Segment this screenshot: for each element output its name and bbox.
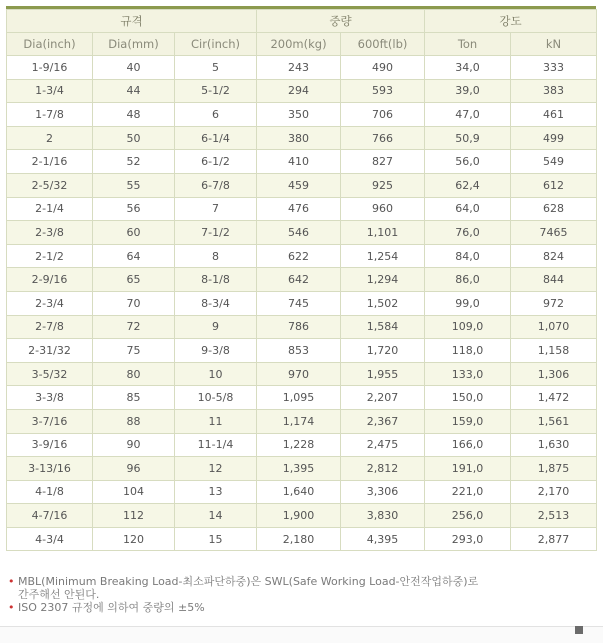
cell-dia-inch: 3-5/32 xyxy=(7,362,93,386)
cell-cir-inch: 6-7/8 xyxy=(175,173,257,197)
cell-cir-inch: 9 xyxy=(175,315,257,339)
col-200m-kg: 200m(kg) xyxy=(257,33,341,56)
cell-dia-inch: 3-9/16 xyxy=(7,433,93,457)
cell-dia-inch: 2-1/16 xyxy=(7,150,93,174)
cell-dia-inch: 1-7/8 xyxy=(7,103,93,127)
cell-cir-inch: 6-1/4 xyxy=(175,126,257,150)
table-row xyxy=(7,527,597,551)
cell-weight-kg: 1,228 xyxy=(257,433,341,457)
cell-weight-kg: 350 xyxy=(257,103,341,127)
group-strength: 강도 xyxy=(425,10,597,33)
cell-cir-inch: 10 xyxy=(175,362,257,386)
cell-cir-inch: 9-3/8 xyxy=(175,339,257,363)
cell-strength-ton: 256,0 xyxy=(425,504,511,528)
note-text-mbl: MBL(Minimum Breaking Load-최소파단하중)은 SWL(Safe Working Load-안전작업하중)로 간주해선 안된다. xyxy=(18,575,479,601)
cell-strength-kn: 2,877 xyxy=(511,527,597,551)
cell-strength-ton: 191,0 xyxy=(425,457,511,481)
cell-cir-inch: 5 xyxy=(175,56,257,80)
cell-weight-lb: 1,955 xyxy=(341,362,425,386)
cell-weight-lb: 490 xyxy=(341,56,425,80)
cell-weight-kg: 1,095 xyxy=(257,386,341,410)
table-row xyxy=(7,244,597,268)
cell-strength-ton: 86,0 xyxy=(425,268,511,292)
cell-dia-mm: 55 xyxy=(93,173,175,197)
cell-strength-ton: 76,0 xyxy=(425,221,511,245)
cell-cir-inch: 10-5/8 xyxy=(175,386,257,410)
cell-dia-mm: 112 xyxy=(93,504,175,528)
cell-cir-inch: 12 xyxy=(175,457,257,481)
cell-cir-inch: 8-1/8 xyxy=(175,268,257,292)
cell-weight-kg: 642 xyxy=(257,268,341,292)
table-row xyxy=(7,268,597,292)
cell-dia-inch: 2-1/2 xyxy=(7,244,93,268)
horizontal-scrollbar[interactable] xyxy=(0,626,603,643)
col-cir-inch: Cir(inch) xyxy=(175,33,257,56)
cell-dia-inch: 2-5/32 xyxy=(7,173,93,197)
notes xyxy=(8,575,568,614)
cell-dia-mm: 64 xyxy=(93,244,175,268)
cell-strength-ton: 150,0 xyxy=(425,386,511,410)
cell-dia-mm: 56 xyxy=(93,197,175,221)
cell-strength-kn: 1,070 xyxy=(511,315,597,339)
cell-weight-kg: 2,180 xyxy=(257,527,341,551)
cell-cir-inch: 15 xyxy=(175,527,257,551)
cell-dia-mm: 85 xyxy=(93,386,175,410)
table-row xyxy=(7,56,597,80)
cell-cir-inch: 14 xyxy=(175,504,257,528)
cell-weight-lb: 827 xyxy=(341,150,425,174)
spec-table-container xyxy=(6,6,596,551)
table-row xyxy=(7,362,597,386)
cell-dia-mm: 80 xyxy=(93,362,175,386)
cell-strength-ton: 64,0 xyxy=(425,197,511,221)
table-row xyxy=(7,339,597,363)
table-row xyxy=(7,457,597,481)
table-row xyxy=(7,79,597,103)
cell-strength-ton: 166,0 xyxy=(425,433,511,457)
cell-dia-mm: 60 xyxy=(93,221,175,245)
cell-dia-mm: 96 xyxy=(93,457,175,481)
cell-dia-mm: 44 xyxy=(93,79,175,103)
cell-weight-kg: 853 xyxy=(257,339,341,363)
cell-cir-inch: 11 xyxy=(175,409,257,433)
cell-weight-lb: 2,367 xyxy=(341,409,425,433)
cell-strength-kn: 1,158 xyxy=(511,339,597,363)
header-group-row xyxy=(7,10,597,33)
col-dia-inch: Dia(inch) xyxy=(7,33,93,56)
note-text-iso: ISO 2307 규정에 의하여 중량의 ±5% xyxy=(18,601,205,614)
cell-weight-lb: 1,294 xyxy=(341,268,425,292)
bullet-icon: • xyxy=(8,575,15,588)
table-row xyxy=(7,315,597,339)
cell-strength-kn: 461 xyxy=(511,103,597,127)
cell-weight-kg: 546 xyxy=(257,221,341,245)
cell-strength-kn: 1,630 xyxy=(511,433,597,457)
cell-dia-inch: 1-3/4 xyxy=(7,79,93,103)
cell-dia-inch: 2-1/4 xyxy=(7,197,93,221)
cell-weight-kg: 380 xyxy=(257,126,341,150)
cell-dia-mm: 90 xyxy=(93,433,175,457)
cell-strength-kn: 1,561 xyxy=(511,409,597,433)
cell-dia-inch: 2 xyxy=(7,126,93,150)
note-item xyxy=(8,575,568,601)
cell-dia-mm: 72 xyxy=(93,315,175,339)
table-body xyxy=(7,56,597,551)
cell-strength-kn: 499 xyxy=(511,126,597,150)
cell-strength-ton: 50,9 xyxy=(425,126,511,150)
cell-dia-inch: 2-3/4 xyxy=(7,291,93,315)
cell-strength-kn: 383 xyxy=(511,79,597,103)
cell-dia-mm: 40 xyxy=(93,56,175,80)
cell-weight-lb: 2,207 xyxy=(341,386,425,410)
cell-dia-mm: 104 xyxy=(93,480,175,504)
cell-cir-inch: 13 xyxy=(175,480,257,504)
cell-strength-kn: 844 xyxy=(511,268,597,292)
cell-strength-kn: 1,306 xyxy=(511,362,597,386)
table-row xyxy=(7,150,597,174)
cell-weight-lb: 960 xyxy=(341,197,425,221)
table-row xyxy=(7,173,597,197)
cell-strength-ton: 39,0 xyxy=(425,79,511,103)
table-row xyxy=(7,126,597,150)
cell-weight-kg: 476 xyxy=(257,197,341,221)
cell-dia-inch: 4-7/16 xyxy=(7,504,93,528)
cell-dia-mm: 88 xyxy=(93,409,175,433)
spec-table xyxy=(6,9,597,551)
cell-dia-inch: 3-3/8 xyxy=(7,386,93,410)
cell-strength-ton: 221,0 xyxy=(425,480,511,504)
cell-weight-kg: 410 xyxy=(257,150,341,174)
header-column-row xyxy=(7,33,597,56)
cell-strength-ton: 293,0 xyxy=(425,527,511,551)
table-row xyxy=(7,103,597,127)
cell-strength-kn: 7465 xyxy=(511,221,597,245)
cell-weight-lb: 766 xyxy=(341,126,425,150)
cell-dia-inch: 3-7/16 xyxy=(7,409,93,433)
cell-cir-inch: 11-1/4 xyxy=(175,433,257,457)
table-row xyxy=(7,221,597,245)
cell-weight-lb: 925 xyxy=(341,173,425,197)
cell-weight-kg: 1,395 xyxy=(257,457,341,481)
cell-strength-ton: 62,4 xyxy=(425,173,511,197)
cell-strength-kn: 612 xyxy=(511,173,597,197)
cell-weight-lb: 1,584 xyxy=(341,315,425,339)
cell-strength-kn: 972 xyxy=(511,291,597,315)
cell-dia-inch: 4-3/4 xyxy=(7,527,93,551)
table-row xyxy=(7,504,597,528)
cell-dia-inch: 2-7/8 xyxy=(7,315,93,339)
cell-weight-kg: 1,900 xyxy=(257,504,341,528)
group-weight: 중량 xyxy=(257,10,425,33)
cell-weight-kg: 622 xyxy=(257,244,341,268)
cell-cir-inch: 7 xyxy=(175,197,257,221)
cell-strength-kn: 2,513 xyxy=(511,504,597,528)
cell-dia-mm: 75 xyxy=(93,339,175,363)
cell-cir-inch: 8-3/4 xyxy=(175,291,257,315)
cell-weight-lb: 1,101 xyxy=(341,221,425,245)
cell-dia-mm: 65 xyxy=(93,268,175,292)
cell-dia-mm: 48 xyxy=(93,103,175,127)
cell-strength-kn: 549 xyxy=(511,150,597,174)
cell-weight-kg: 1,174 xyxy=(257,409,341,433)
cell-weight-kg: 1,640 xyxy=(257,480,341,504)
table-row xyxy=(7,433,597,457)
cell-dia-mm: 70 xyxy=(93,291,175,315)
cell-weight-kg: 294 xyxy=(257,79,341,103)
table-row xyxy=(7,409,597,433)
cell-strength-ton: 133,0 xyxy=(425,362,511,386)
bullet-icon: • xyxy=(8,601,15,614)
cell-dia-inch: 2-9/16 xyxy=(7,268,93,292)
cell-weight-kg: 243 xyxy=(257,56,341,80)
table-row xyxy=(7,480,597,504)
cell-cir-inch: 6 xyxy=(175,103,257,127)
cell-strength-kn: 628 xyxy=(511,197,597,221)
cell-dia-mm: 50 xyxy=(93,126,175,150)
cell-strength-ton: 99,0 xyxy=(425,291,511,315)
cell-strength-ton: 109,0 xyxy=(425,315,511,339)
cell-weight-lb: 4,395 xyxy=(341,527,425,551)
cell-strength-kn: 1,472 xyxy=(511,386,597,410)
cell-weight-lb: 706 xyxy=(341,103,425,127)
cell-dia-inch: 4-1/8 xyxy=(7,480,93,504)
cell-weight-lb: 593 xyxy=(341,79,425,103)
cell-weight-lb: 3,306 xyxy=(341,480,425,504)
table-row xyxy=(7,291,597,315)
cell-dia-inch: 2-31/32 xyxy=(7,339,93,363)
cell-dia-inch: 3-13/16 xyxy=(7,457,93,481)
cell-weight-lb: 1,502 xyxy=(341,291,425,315)
cell-weight-kg: 459 xyxy=(257,173,341,197)
cell-weight-lb: 1,254 xyxy=(341,244,425,268)
table-row xyxy=(7,386,597,410)
cell-dia-mm: 52 xyxy=(93,150,175,174)
group-spec: 규격 xyxy=(7,10,257,33)
cell-strength-kn: 333 xyxy=(511,56,597,80)
scroll-corner xyxy=(575,626,583,634)
cell-weight-lb: 2,812 xyxy=(341,457,425,481)
note-item xyxy=(8,601,568,614)
cell-weight-kg: 786 xyxy=(257,315,341,339)
table-row xyxy=(7,197,597,221)
cell-strength-kn: 824 xyxy=(511,244,597,268)
cell-cir-inch: 5-1/2 xyxy=(175,79,257,103)
cell-cir-inch: 7-1/2 xyxy=(175,221,257,245)
col-ton: Ton xyxy=(425,33,511,56)
cell-weight-lb: 2,475 xyxy=(341,433,425,457)
cell-strength-ton: 118,0 xyxy=(425,339,511,363)
cell-strength-ton: 34,0 xyxy=(425,56,511,80)
cell-strength-kn: 2,170 xyxy=(511,480,597,504)
cell-cir-inch: 6-1/2 xyxy=(175,150,257,174)
col-600ft-lb: 600ft(lb) xyxy=(341,33,425,56)
cell-strength-ton: 56,0 xyxy=(425,150,511,174)
cell-dia-inch: 2-3/8 xyxy=(7,221,93,245)
col-kn: kN xyxy=(511,33,597,56)
cell-weight-kg: 970 xyxy=(257,362,341,386)
cell-weight-lb: 3,830 xyxy=(341,504,425,528)
cell-weight-lb: 1,720 xyxy=(341,339,425,363)
cell-cir-inch: 8 xyxy=(175,244,257,268)
cell-strength-ton: 159,0 xyxy=(425,409,511,433)
cell-dia-mm: 120 xyxy=(93,527,175,551)
cell-strength-ton: 47,0 xyxy=(425,103,511,127)
cell-strength-ton: 84,0 xyxy=(425,244,511,268)
cell-strength-kn: 1,875 xyxy=(511,457,597,481)
col-dia-mm: Dia(mm) xyxy=(93,33,175,56)
cell-dia-inch: 1-9/16 xyxy=(7,56,93,80)
cell-weight-kg: 745 xyxy=(257,291,341,315)
